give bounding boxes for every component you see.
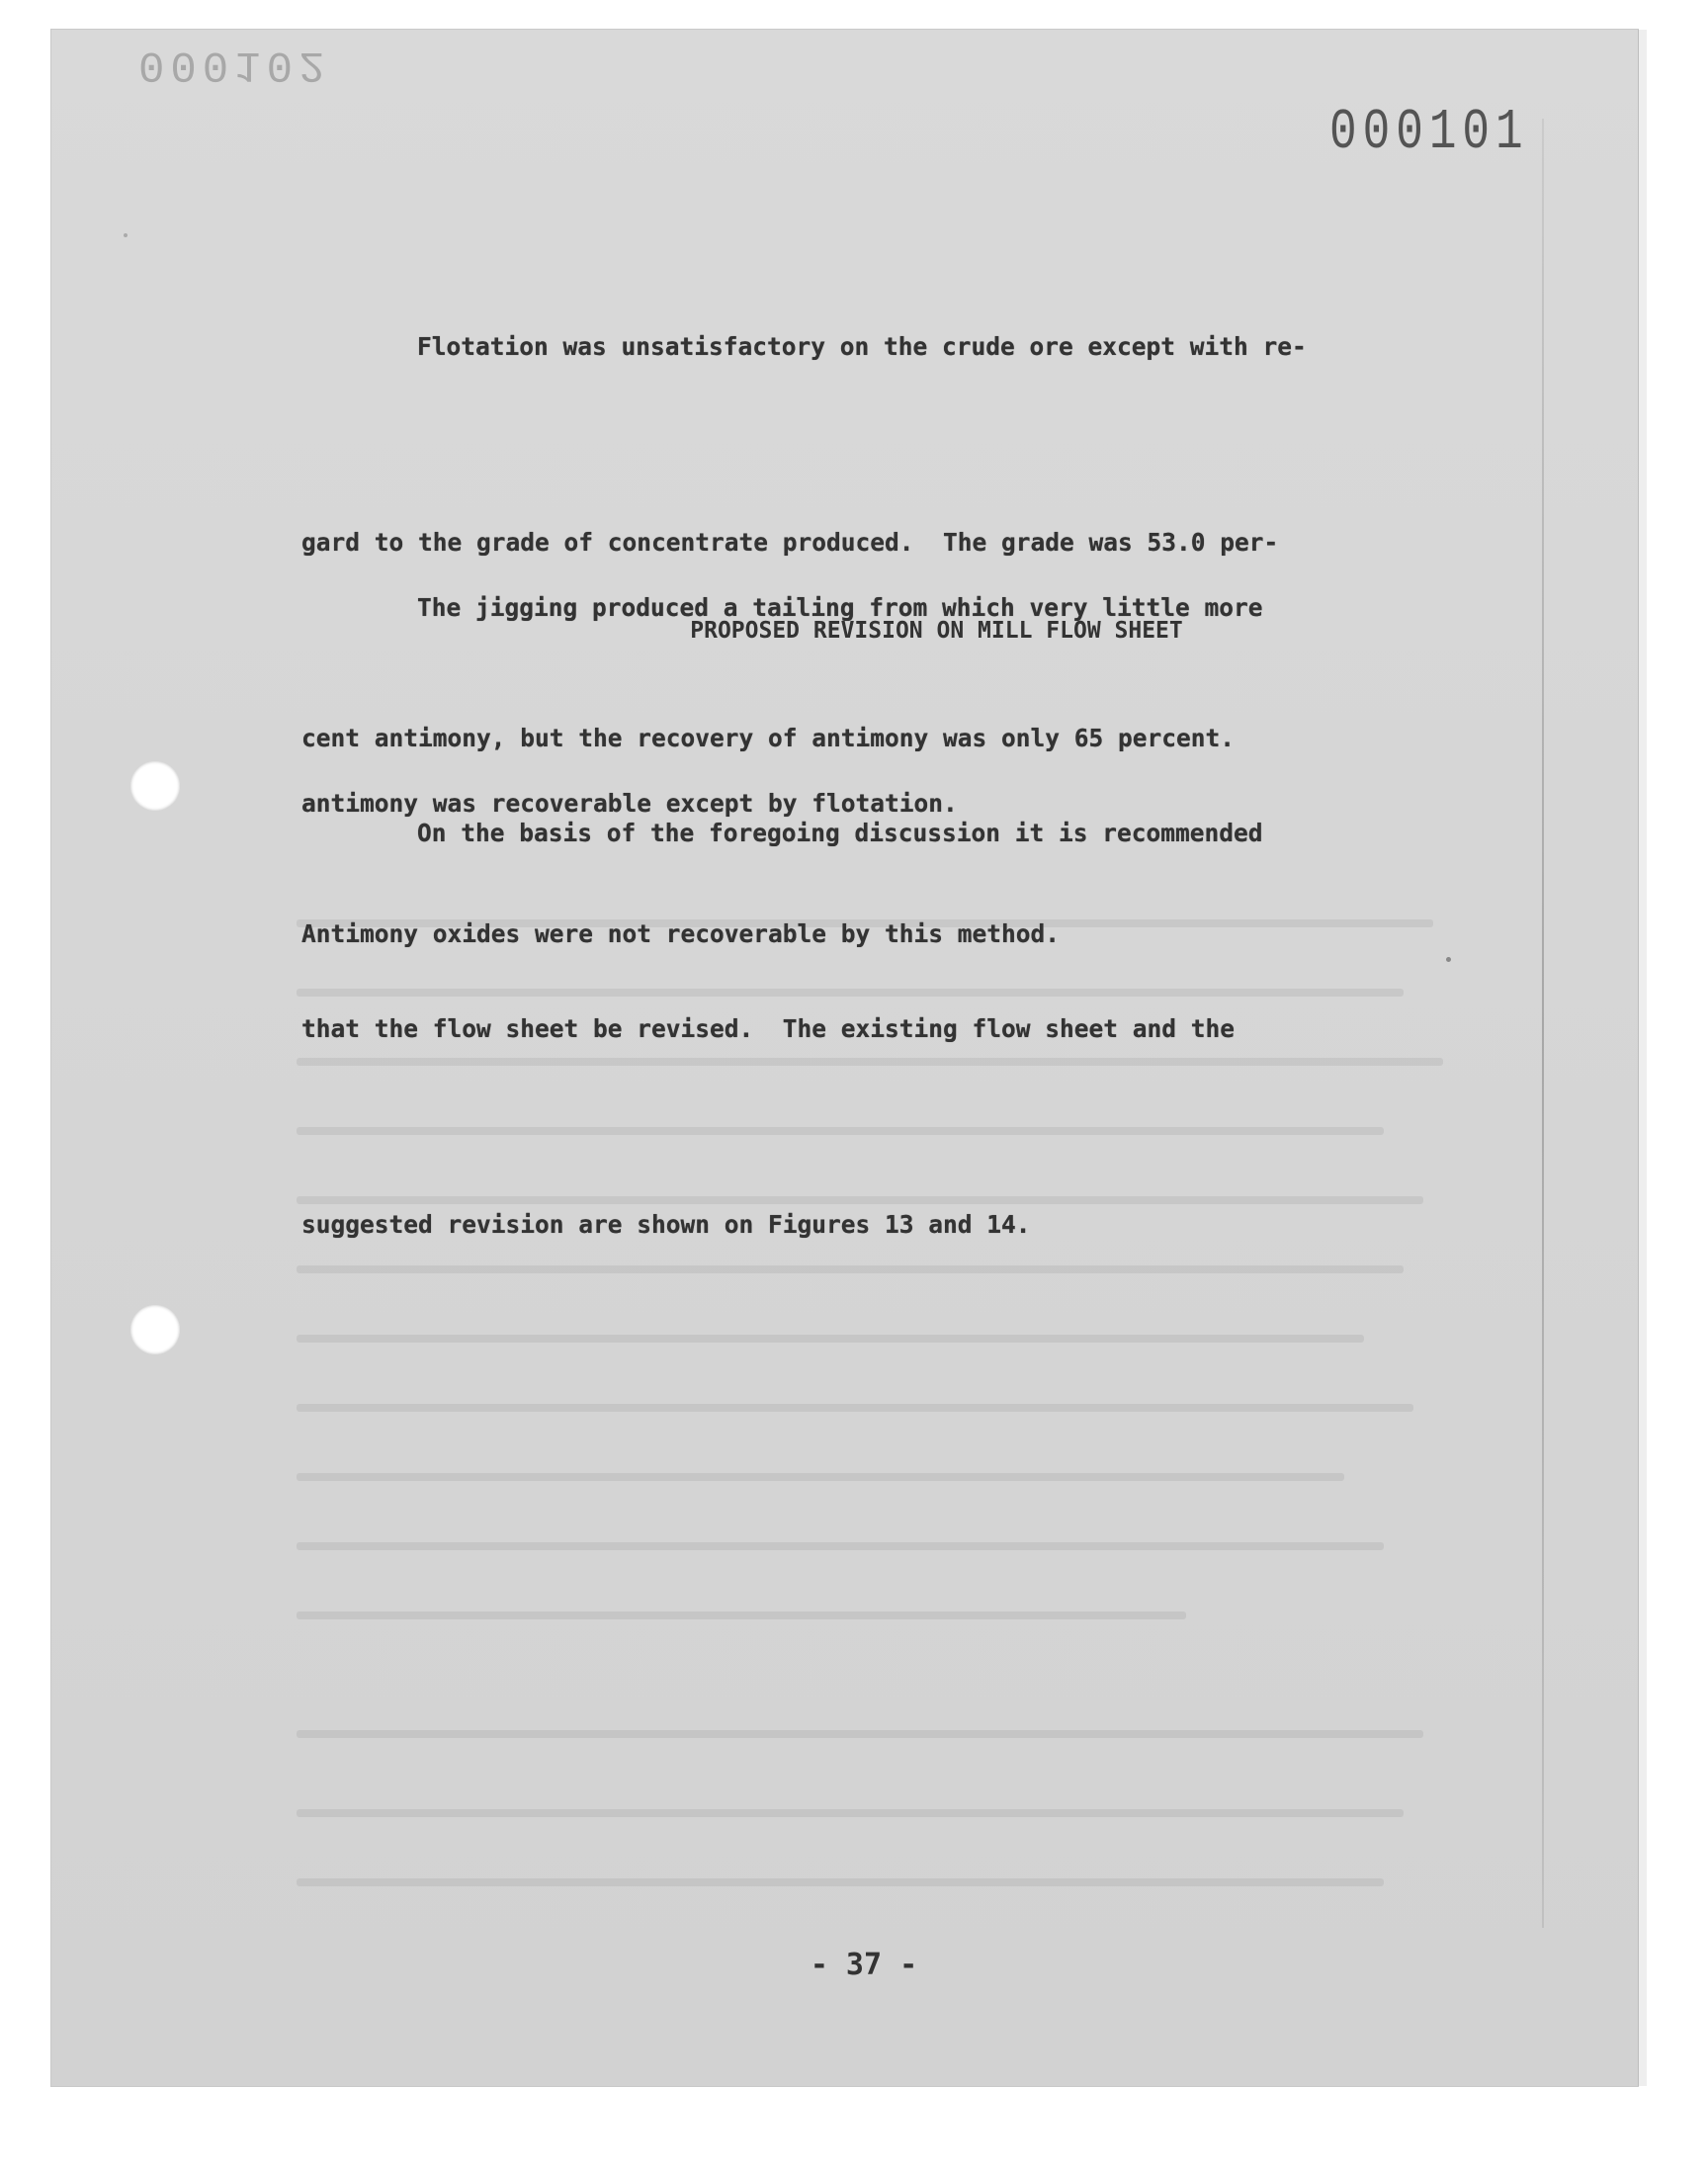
ink-speck (124, 233, 128, 237)
text-line: Antimony oxides were not recoverable by this method. (301, 919, 1061, 948)
paragraph-recommendation (301, 670, 1438, 1323)
text-line: gard to the grade of concentrate produced. The grade was 53.0 per- (301, 528, 1279, 557)
bleed-through-line (297, 1611, 1186, 1619)
text-line: Flotation was unsatisfactory on the crude ore except with re- (417, 332, 1307, 361)
punch-hole (130, 1305, 180, 1354)
bleed-through-line (297, 1473, 1344, 1481)
bleed-through-line (297, 1878, 1384, 1886)
punch-hole (130, 761, 180, 811)
bleed-through-line (297, 1335, 1364, 1343)
bleed-through-line (297, 1404, 1413, 1412)
text-line: On the basis of the foregoing discussion it is recommended (417, 819, 1263, 847)
bleed-through-stamp: 000102 (138, 40, 331, 89)
text-line: antimony was recoverable except by flotation. (301, 789, 958, 818)
text-line: The jigging produced a tailing from which very little more (417, 593, 1263, 622)
section-heading: PROPOSED REVISION ON MILL FLOW SHEET (690, 618, 1183, 644)
bleed-through-line (297, 1809, 1404, 1817)
bleed-through-line (297, 1542, 1384, 1550)
text-line: suggested revision are shown on Figures 13 and 14. (301, 1210, 1031, 1239)
document-number-stamp: 000101 (1329, 100, 1529, 165)
text-line: that the flow sheet be revised. The existing flow sheet and the (301, 1014, 1236, 1043)
ink-speck (1446, 957, 1451, 962)
page-number: - 37 - (810, 1948, 918, 1982)
page-crease (1542, 119, 1544, 1928)
text-line: cent antimony, but the recovery of antimony was only 65 percent. (301, 724, 1236, 752)
bleed-through-line (297, 1730, 1423, 1738)
page-edge (1638, 30, 1647, 2086)
